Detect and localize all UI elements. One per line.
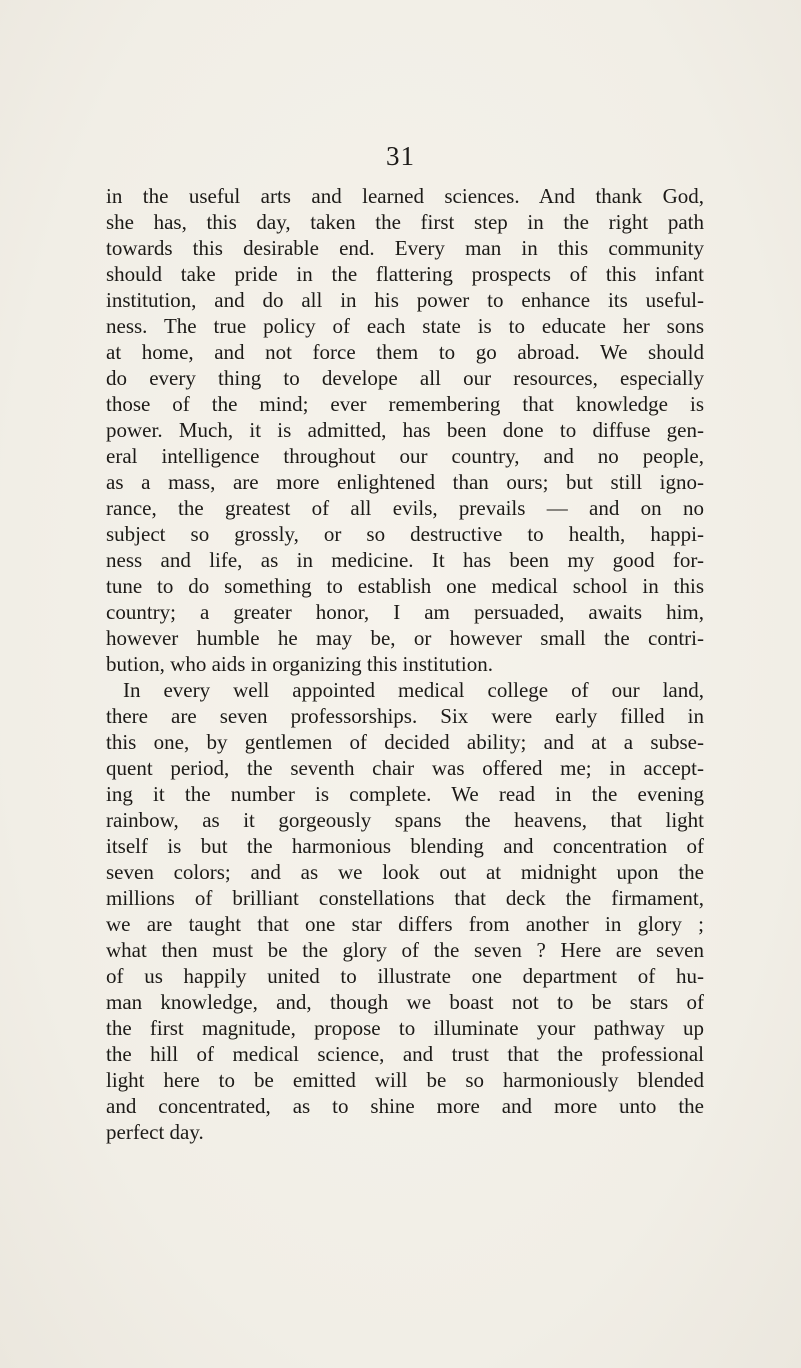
text-line: institution, and do all in his power to enhance its useful- — [106, 288, 704, 312]
text-line: there are seven professorships. Six were early filled in — [106, 704, 704, 728]
text-line: in the useful arts and learned sciences. And thank God, — [106, 184, 704, 208]
text-line: millions of brilliant constellations that deck the firmament, — [106, 886, 704, 910]
text-line: towards this desirable end. Every man in this community — [106, 236, 704, 260]
text-line: the hill of medical science, and trust that the professional — [106, 1042, 704, 1066]
text-line: man knowledge, and, though we boast not to be stars of — [106, 990, 704, 1014]
text-line: do every thing to develope all our resources, especially — [106, 366, 704, 390]
text-line: what then must be the glory of the seven ? Here are seven — [106, 938, 704, 962]
text-line: power. Much, it is admitted, has been done to diffuse gen- — [106, 418, 704, 442]
text-line: rainbow, as it gorgeously spans the heavens, that light — [106, 808, 704, 832]
text-line: this one, by gentlemen of decided ability; and at a subse- — [106, 730, 704, 754]
text-line: as a mass, are more enlightened than ours; but still igno- — [106, 470, 704, 494]
text-line: In every well appointed medical college of our land, — [123, 678, 704, 702]
text-line: however humble he may be, or however small the contri- — [106, 626, 704, 650]
text-line: tune to do something to establish one medical school in this — [106, 574, 704, 598]
text-line: we are taught that one star differs from another in glory ; — [106, 912, 704, 936]
text-line: the first magnitude, propose to illuminate your pathway up — [106, 1016, 704, 1040]
text-line: quent period, the seventh chair was offered me; in accept- — [106, 756, 704, 780]
paragraph — [106, 677, 704, 1145]
text-line: country; a greater honor, I am persuaded, awaits him, — [106, 600, 704, 624]
text-line: she has, this day, taken the first step in the right path — [106, 210, 704, 234]
text-line: ing it the number is complete. We read in the evening — [106, 782, 704, 806]
paragraph — [106, 183, 704, 677]
text-line: ness and life, as in medicine. It has been my good for- — [106, 548, 704, 572]
text-line: itself is but the harmonious blending and concentration of — [106, 834, 704, 858]
text-line: bution, who aids in organizing this institution. — [106, 652, 493, 676]
body-text — [106, 183, 704, 1145]
text-line: ness. The true policy of each state is to educate her sons — [106, 314, 704, 338]
text-line: and concentrated, as to shine more and more unto the — [106, 1094, 704, 1118]
text-line: light here to be emitted will be so harmoniously blended — [106, 1068, 704, 1092]
text-line: eral intelligence throughout our country, and no people, — [106, 444, 704, 468]
text-line: of us happily united to illustrate one department of hu- — [106, 964, 704, 988]
text-line: those of the mind; ever remembering that knowledge is — [106, 392, 704, 416]
text-line: subject so grossly, or so destructive to health, happi- — [106, 522, 704, 546]
text-line: at home, and not force them to go abroad. We should — [106, 340, 704, 364]
text-line: seven colors; and as we look out at midnight upon the — [106, 860, 704, 884]
text-line: perfect day. — [106, 1120, 204, 1144]
text-line: rance, the greatest of all evils, prevails — and on no — [106, 496, 704, 520]
page-number: 31 — [386, 141, 415, 171]
text-line: should take pride in the flattering prospects of this infant — [106, 262, 704, 286]
